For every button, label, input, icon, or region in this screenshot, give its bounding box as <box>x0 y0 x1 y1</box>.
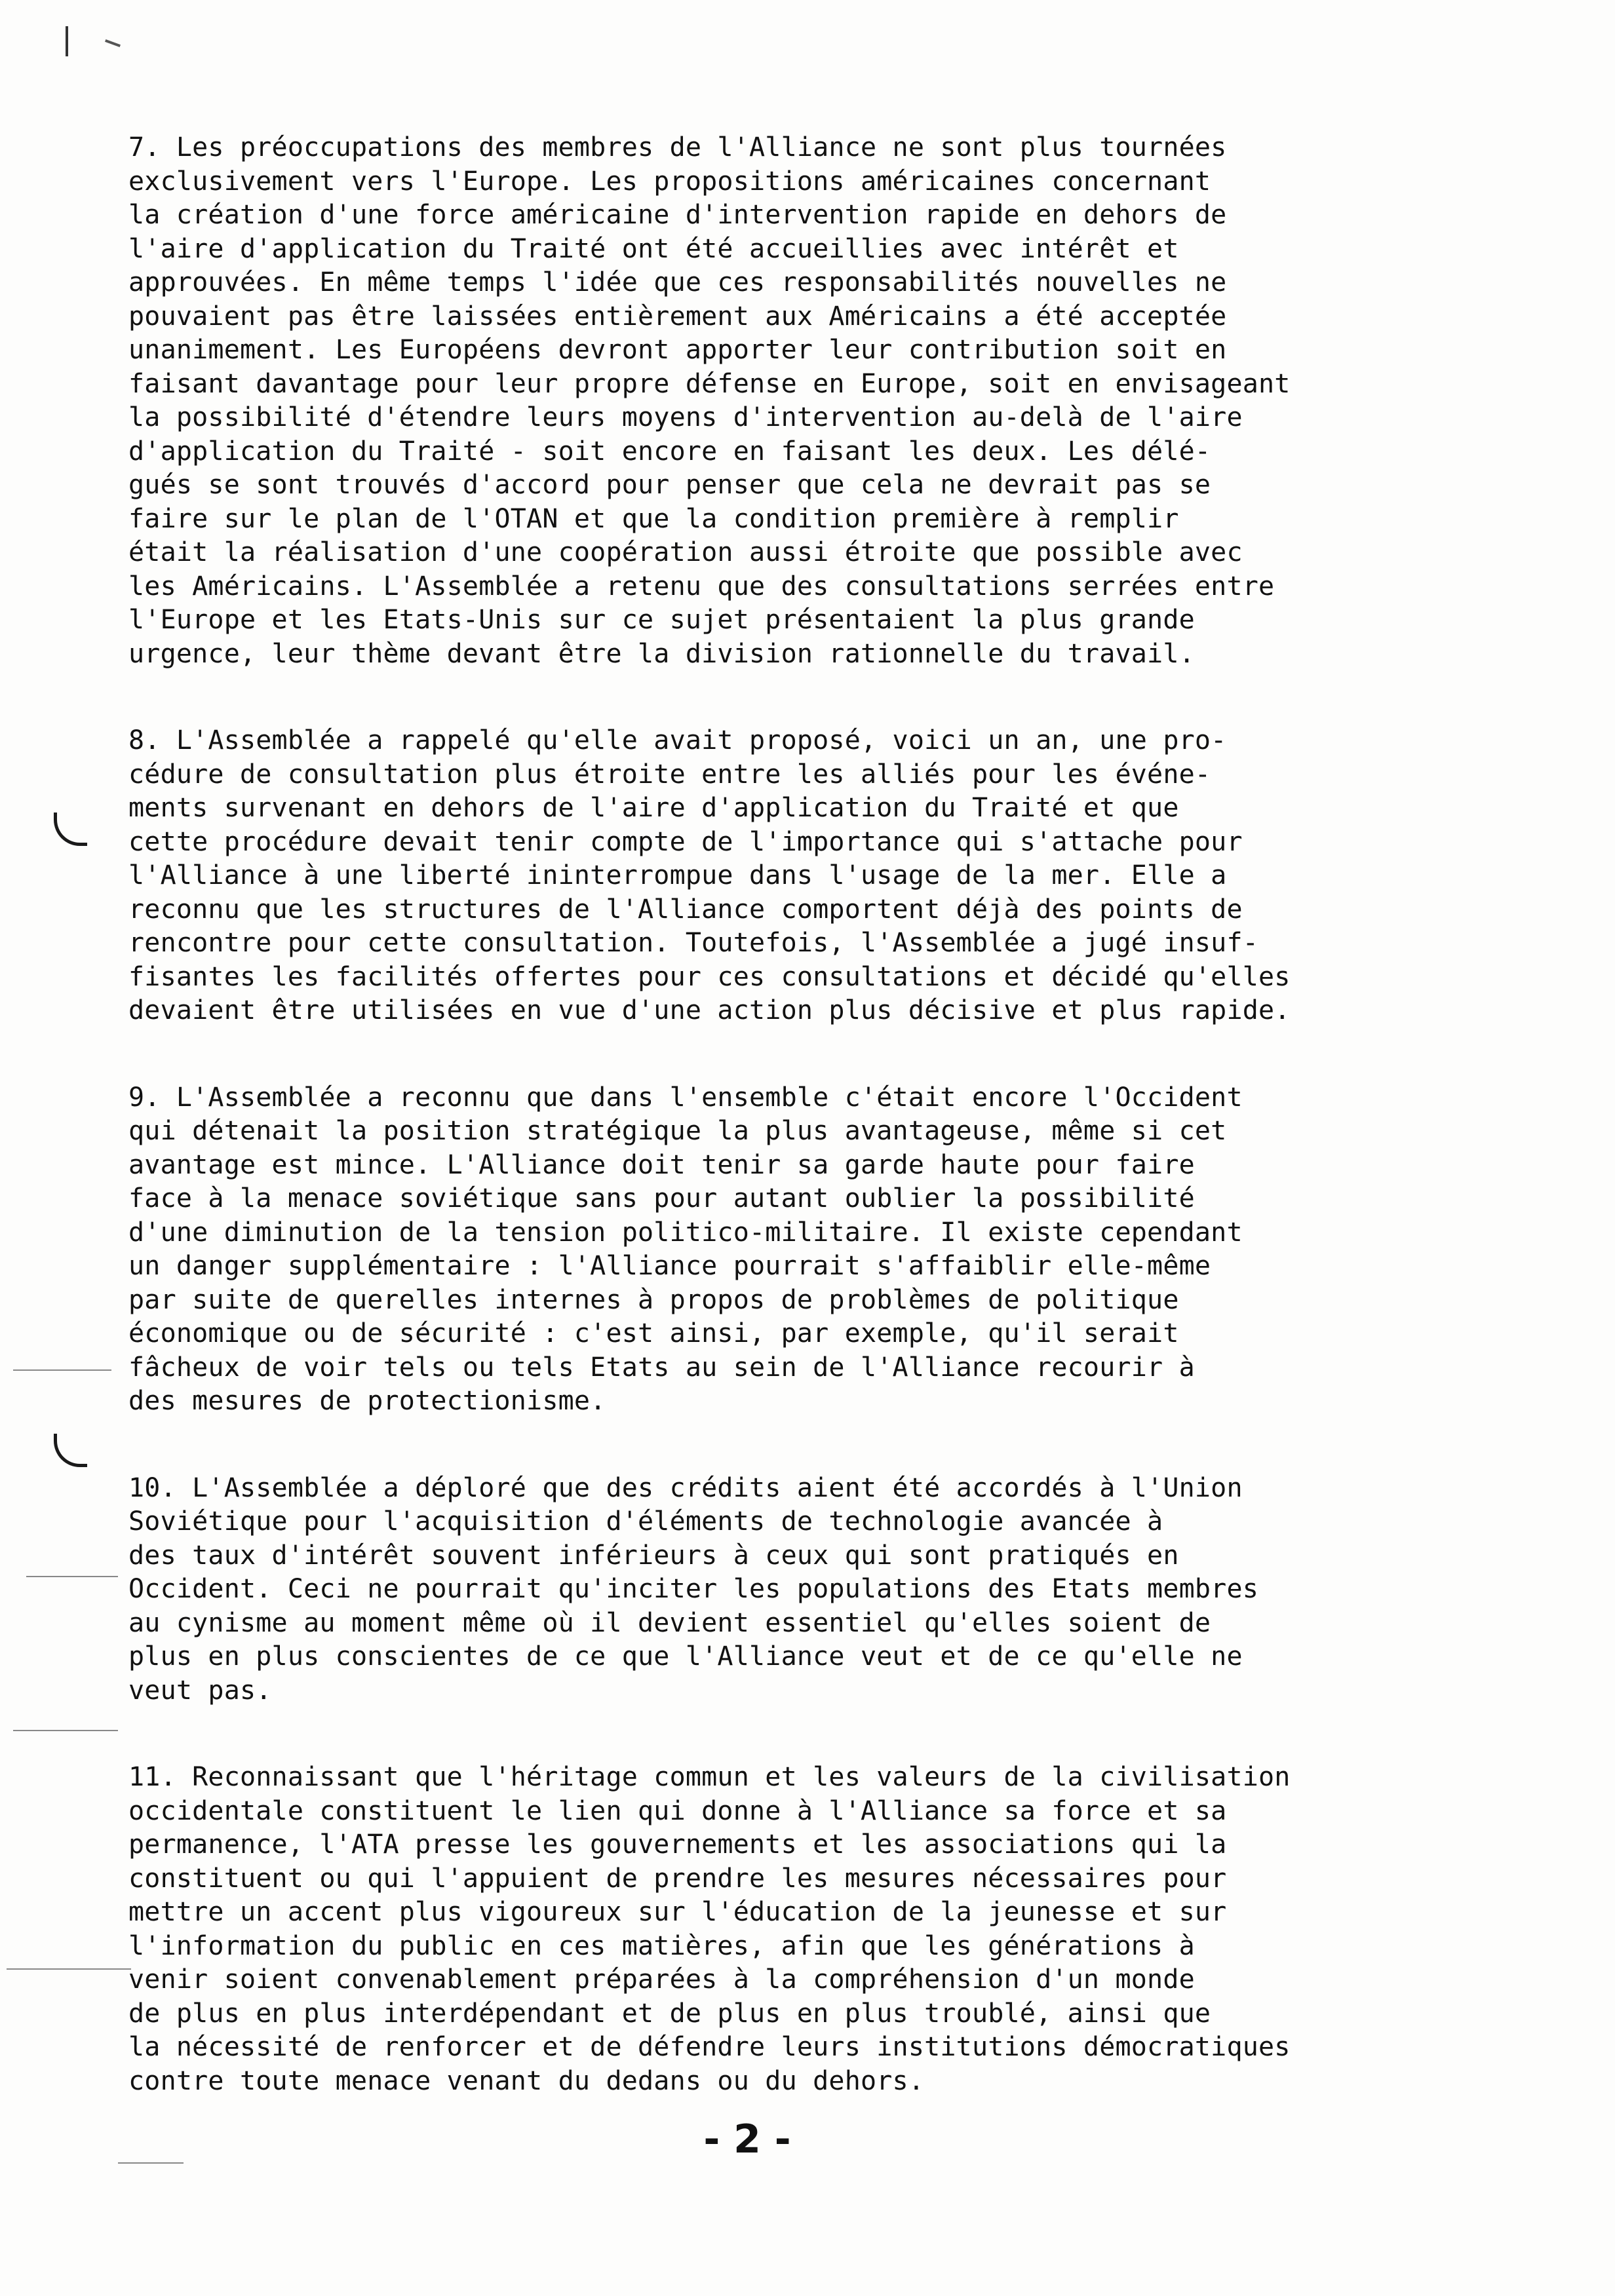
document-body <box>128 131 1597 2151</box>
text-line: mettre un accent plus vigoureux sur l'éducation de la jeunesse et sur <box>128 1897 1227 1927</box>
text-line: 8. L'Assemblée a rappelé qu'elle avait proposé, voici un an, une pro- <box>128 725 1227 756</box>
corner-pencil-mark <box>66 26 68 56</box>
text-line: qui détenait la position stratégique la plus avantageuse, même si cet <box>128 1116 1227 1146</box>
margin-dash <box>26 1576 118 1577</box>
margin-dash <box>13 1369 111 1371</box>
text-line: plus en plus conscientes de ce que l'Alliance veut et de ce qu'elle ne <box>128 1641 1243 1672</box>
text-line: la possibilité d'étendre leurs moyens d'intervention au-delà de l'aire <box>128 402 1243 432</box>
text-line: veut pas. <box>128 1675 272 1706</box>
text-line: l'information du public en ces matières, afin que les générations à <box>128 1930 1195 1961</box>
text-line: permanence, l'ATA presse les gouvernements et les associations qui la <box>128 1829 1227 1860</box>
text-line: devaient être utilisées en vue d'une action plus décisive et plus rapide. <box>128 995 1291 1025</box>
text-line: d'une diminution de la tension politico-militaire. Il existe cependant <box>128 1217 1243 1248</box>
text-line: pouvaient pas être laissées entièrement aux Américains a été acceptée <box>128 301 1227 332</box>
text-line: économique ou de sécurité : c'est ainsi, par exemple, qu'il serait <box>128 1318 1179 1349</box>
text-line: était la réalisation d'une coopération aussi étroite que possible avec <box>128 537 1243 567</box>
margin-check-mark <box>54 1434 87 1467</box>
text-line: faisant davantage pour leur propre défense en Europe, soit en envisageant <box>128 368 1291 399</box>
text-line: fâcheux de voir tels ou tels Etats au sein de l'Alliance recourir à <box>128 1352 1195 1383</box>
text-line: rencontre pour cette consultation. Toutefois, l'Assemblée a jugé insuf- <box>128 928 1259 958</box>
margin-dash <box>118 2162 184 2164</box>
text-line: face à la menace soviétique sans pour autant oublier la possibilité <box>128 1183 1195 1214</box>
paragraph-11 <box>128 1761 1597 2098</box>
text-line: faire sur le plan de l'OTAN et que la condition première à remplir <box>128 503 1179 534</box>
text-line: l'Europe et les Etats-Unis sur ce sujet présentaient la plus grande <box>128 605 1195 635</box>
text-line: avantage est mince. L'Alliance doit tenir sa garde haute pour faire <box>128 1149 1195 1180</box>
margin-dash <box>7 1968 131 1970</box>
text-line: la nécessité de renforcer et de défendre leurs institutions démocratiques <box>128 2032 1291 2062</box>
text-line: d'application du Traité - soit encore en faisant les deux. Les délé- <box>128 436 1211 467</box>
text-line: cédure de consultation plus étroite entre les alliés pour les événe- <box>128 759 1211 790</box>
text-line: les Américains. L'Assemblée a retenu que des consultations serrées entre <box>128 571 1275 602</box>
text-line: ments survenant en dehors de l'aire d'application du Traité et que <box>128 793 1179 823</box>
page-number: - 2 - <box>703 2116 791 2162</box>
text-line: des mesures de protectionisme. <box>128 1386 606 1416</box>
text-line: gués se sont trouvés d'accord pour penser que cela ne devrait pas se <box>128 470 1211 500</box>
text-line: contre toute menace venant du dedans ou du dehors. <box>128 2065 925 2096</box>
margin-check-mark <box>54 813 87 846</box>
text-line: un danger supplémentaire : l'Alliance pourrait s'affaiblir elle-même <box>128 1251 1211 1281</box>
text-line: cette procédure devait tenir compte de l'importance qui s'attache pour <box>128 826 1243 857</box>
text-line: fisantes les facilités offertes pour ces consultations et décidé qu'elles <box>128 961 1291 992</box>
text-line: unanimement. Les Européens devront apporter leur contribution soit en <box>128 335 1227 365</box>
text-line: 11. Reconnaissant que l'héritage commun et les valeurs de la civilisation <box>128 1762 1291 1792</box>
text-line: Soviétique pour l'acquisition d'éléments de technologie avancée à <box>128 1506 1163 1537</box>
margin-dash <box>13 1730 118 1731</box>
text-line: approuvées. En même temps l'idée que ces responsabilités nouvelles ne <box>128 267 1227 297</box>
text-line: 7. Les préoccupations des membres de l'Alliance ne sont plus tournées <box>128 132 1227 163</box>
text-line: urgence, leur thème devant être la division rationnelle du travail. <box>128 638 1195 669</box>
paragraph-7 <box>128 131 1597 671</box>
text-line: l'aire d'application du Traité ont été accueillies avec intérêt et <box>128 233 1179 264</box>
text-line: des taux d'intérêt souvent inférieurs à ceux qui sont pratiqués en <box>128 1540 1179 1571</box>
paragraph-8 <box>128 724 1597 1028</box>
text-line: exclusivement vers l'Europe. Les propositions américaines concernant <box>128 166 1211 197</box>
text-line: Occident. Ceci ne pourrait qu'inciter les populations des Etats membres <box>128 1574 1259 1604</box>
text-line: occidentale constituent le lien qui donne à l'Alliance sa force et sa <box>128 1795 1227 1826</box>
text-line: la création d'une force américaine d'intervention rapide en dehors de <box>128 200 1227 230</box>
text-line: constituent ou qui l'appuient de prendre les mesures nécessaires pour <box>128 1863 1227 1894</box>
text-line: 9. L'Assemblée a reconnu que dans l'ensemble c'était encore l'Occident <box>128 1082 1243 1113</box>
corner-pencil-tick <box>105 39 121 47</box>
text-line: par suite de querelles internes à propos de problèmes de politique <box>128 1284 1179 1315</box>
text-line: venir soient convenablement préparées à la compréhension d'un monde <box>128 1964 1195 1995</box>
text-line: 10. L'Assemblée a déploré que des crédits aient été accordés à l'Union <box>128 1472 1243 1503</box>
text-line: l'Alliance à une liberté ininterrompue dans l'usage de la mer. Elle a <box>128 860 1227 890</box>
paragraph-9 <box>128 1081 1597 1419</box>
paragraph-10 <box>128 1472 1597 1708</box>
text-line: au cynisme au moment même où il devient essentiel qu'elles soient de <box>128 1607 1211 1638</box>
text-line: reconnu que les structures de l'Alliance comportent déjà des points de <box>128 894 1243 925</box>
text-line: de plus en plus interdépendant et de plus en plus troublé, ainsi que <box>128 1998 1211 2029</box>
